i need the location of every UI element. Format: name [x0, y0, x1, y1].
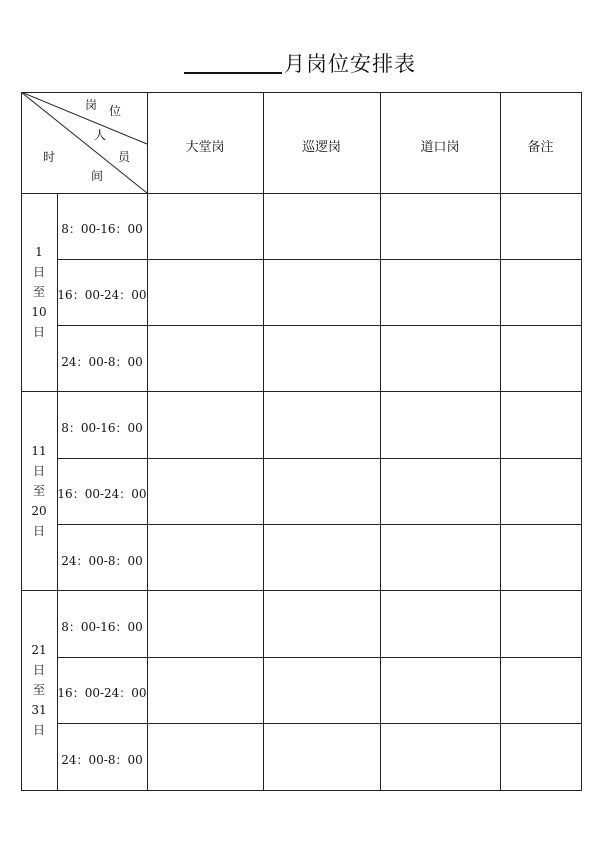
slot-label: 8：00-16：00 [61, 222, 143, 236]
column-header-gate: 道口岗 [420, 140, 460, 155]
grid-line [57, 259, 582, 260]
grid-line [147, 92, 148, 791]
grid-line [21, 790, 582, 791]
period-label-part: 至 [32, 285, 45, 299]
corner-label-jian: 间 [91, 169, 104, 183]
period-label-part: 日 [32, 464, 45, 478]
grid-line [263, 92, 264, 791]
grid-line [21, 391, 582, 392]
grid-line [57, 325, 582, 326]
grid-line [380, 92, 381, 791]
page-title [0, 46, 600, 78]
grid-line [57, 524, 582, 525]
slot-label: 16：00-24：00 [57, 686, 147, 700]
period-label-part: 1 [35, 245, 43, 259]
period-label-part: 日 [32, 663, 45, 677]
period-label-part: 20 [31, 504, 47, 518]
slot-label: 24：00-8：00 [61, 355, 143, 369]
corner-label-ren: 人 [94, 128, 107, 142]
title-month-blank[interactable] [184, 72, 282, 74]
period-label-21-31 [21, 640, 57, 740]
period-label-part: 至 [32, 484, 45, 498]
period-label-part: 日 [32, 265, 45, 279]
column-header-lobby: 大堂岗 [185, 140, 225, 155]
column-header-patrol: 巡逻岗 [301, 140, 341, 155]
slot-label: 24：00-8：00 [61, 753, 143, 767]
corner-label-gang: 岗 [85, 98, 98, 112]
grid-line [500, 92, 501, 791]
slot-label: 8：00-16：00 [61, 620, 143, 634]
period-label-part: 日 [32, 723, 45, 737]
period-label-part: 10 [31, 305, 47, 319]
column-header-remarks: 备注 [527, 140, 554, 155]
title-text: 月岗位安排表 [284, 52, 416, 76]
slot-label: 16：00-24：00 [57, 288, 147, 302]
period-label-part: 至 [32, 683, 45, 697]
slot-label: 16：00-24：00 [57, 487, 147, 501]
period-label-1-10 [21, 242, 57, 342]
grid-line [57, 657, 582, 658]
corner-label-yuan: 员 [118, 150, 131, 164]
grid-line [21, 590, 582, 591]
period-label-11-20 [21, 441, 57, 541]
grid-line [57, 723, 582, 724]
corner-label-shi: 时 [43, 150, 56, 164]
slot-label: 24：00-8：00 [61, 554, 143, 568]
schedule-table [21, 92, 582, 791]
period-label-part: 21 [31, 643, 47, 657]
grid-line [57, 458, 582, 459]
period-label-part: 11 [31, 444, 47, 458]
grid-line [581, 92, 582, 791]
period-label-part: 日 [32, 524, 45, 538]
corner-label-wei: 位 [109, 104, 122, 118]
period-label-part: 31 [31, 703, 47, 717]
period-label-part: 日 [32, 325, 45, 339]
slot-label: 8：00-16：00 [61, 421, 143, 435]
